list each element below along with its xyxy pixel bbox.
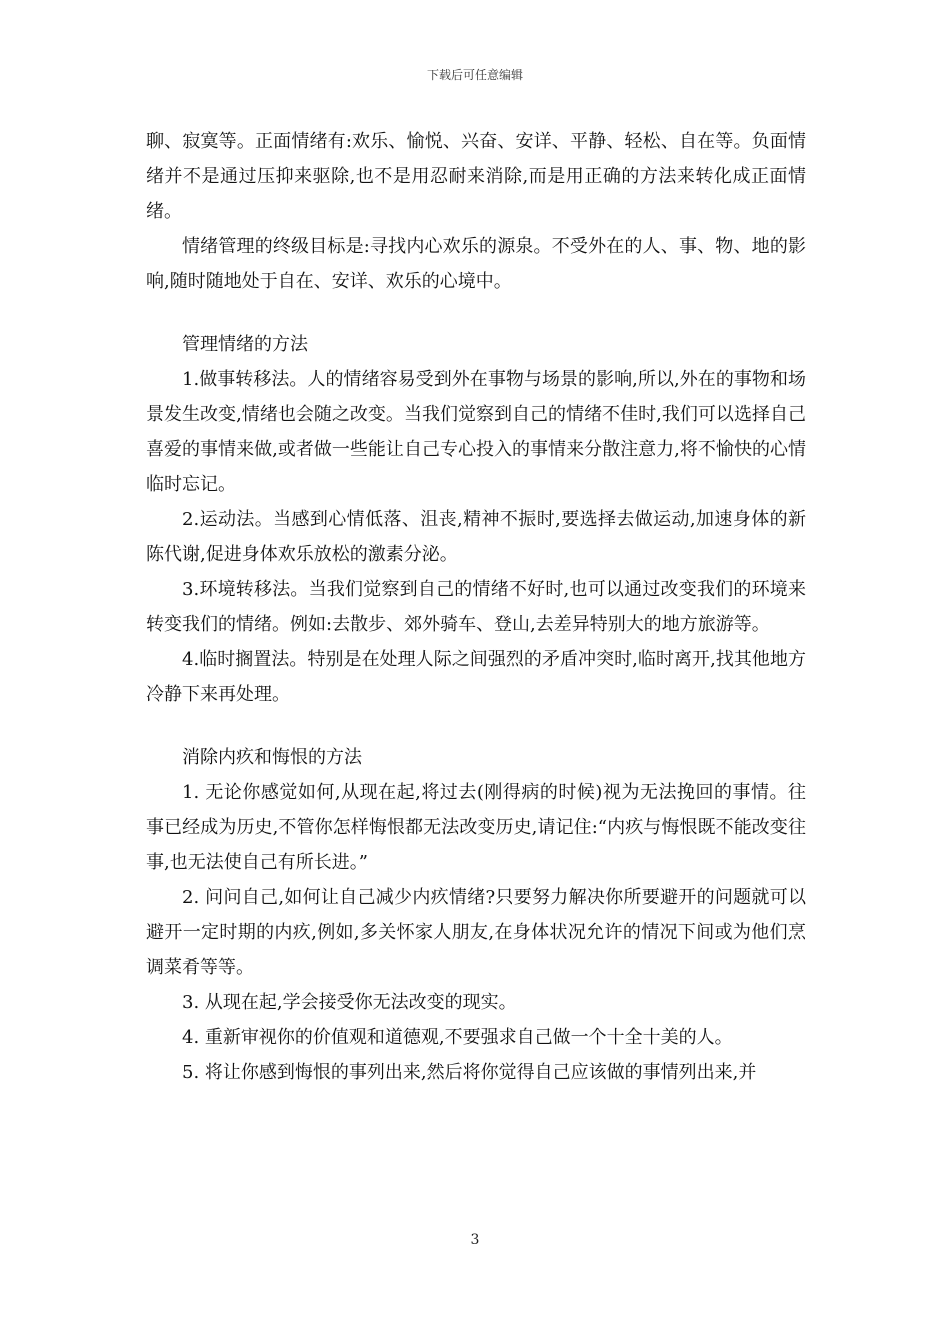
page-header: 下载后可任意编辑	[426, 68, 523, 82]
list-item: 2.运动法。当感到心情低落、沮丧,精神不振时,要选择去做运动,加速身体的新陈代谢,促进身体欢乐放松的激素分泌。	[146, 509, 806, 565]
paragraph-ultimate-goal: 情绪管理的终级目标是:寻找内心欢乐的源泉。不受外在的人、事、物、地的影响,随时随地处于自在、安详、欢乐的心境中。	[146, 236, 806, 292]
list-item: 3. 从现在起,学会接受你无法改变的现实。	[182, 992, 517, 1013]
list-item: 4.临时搁置法。特别是在处理人际之间强烈的矛盾冲突时,临时离开,找其他地方冷静下来再处理。	[146, 649, 806, 705]
list-item: 1.做事转移法。人的情绪容易受到外在事物与场景的影响,所以,外在的事物和场景发生改变,情绪也会随之改变。当我们觉察到自己的情绪不佳时,我们可以选择自己喜爱的事情来做,或者做一些能让自己专心投入的事情来分散注意力,将不愉快的心情临时忘记。	[146, 369, 806, 495]
list-item: 4. 重新审视你的价值观和道德观,不要强求自己做一个十全十美的人。	[182, 1027, 733, 1048]
list-item: 1. 无论你感觉如何,从现在起,将过去(刚得病的时候)视为无法挽回的事情。往事已经成为历史,不管你怎样悔恨都无法改变历史,请记住:“内疚与悔恨既不能改变往事,也无法使自己有所长进。”	[146, 782, 806, 873]
section-heading-guilt-regret: 消除内疚和悔恨的方法	[182, 747, 362, 768]
document-body	[146, 124, 806, 1090]
list-item: 5. 将让你感到悔恨的事列出来,然后将你觉得自己应该做的事情列出来,并	[182, 1062, 757, 1083]
section-heading-emotion-management: 管理情绪的方法	[182, 334, 308, 355]
list-item: 3.环境转移法。当我们觉察到自己的情绪不好时,也可以通过改变我们的环境来转变我们的情绪。例如:去散步、郊外骑车、登山,去差异特别大的地方旅游等。	[146, 579, 806, 635]
page-number: 3	[470, 1232, 480, 1248]
list-item: 2. 问问自己,如何让自己减少内疚情绪?只要努力解决你所要避开的问题就可以避开一定时期的内疚,例如,多关怀家人朋友,在身体状况允许的情况下间或为他们烹调菜肴等等。	[146, 887, 806, 978]
paragraph-continuation: 聊、寂寞等。正面情绪有:欢乐、愉悦、兴奋、安详、平静、轻松、自在等。负面情绪并不是通过压抑来驱除,也不是用忍耐来消除,而是用正确的方法来转化成正面情绪。	[146, 131, 806, 222]
